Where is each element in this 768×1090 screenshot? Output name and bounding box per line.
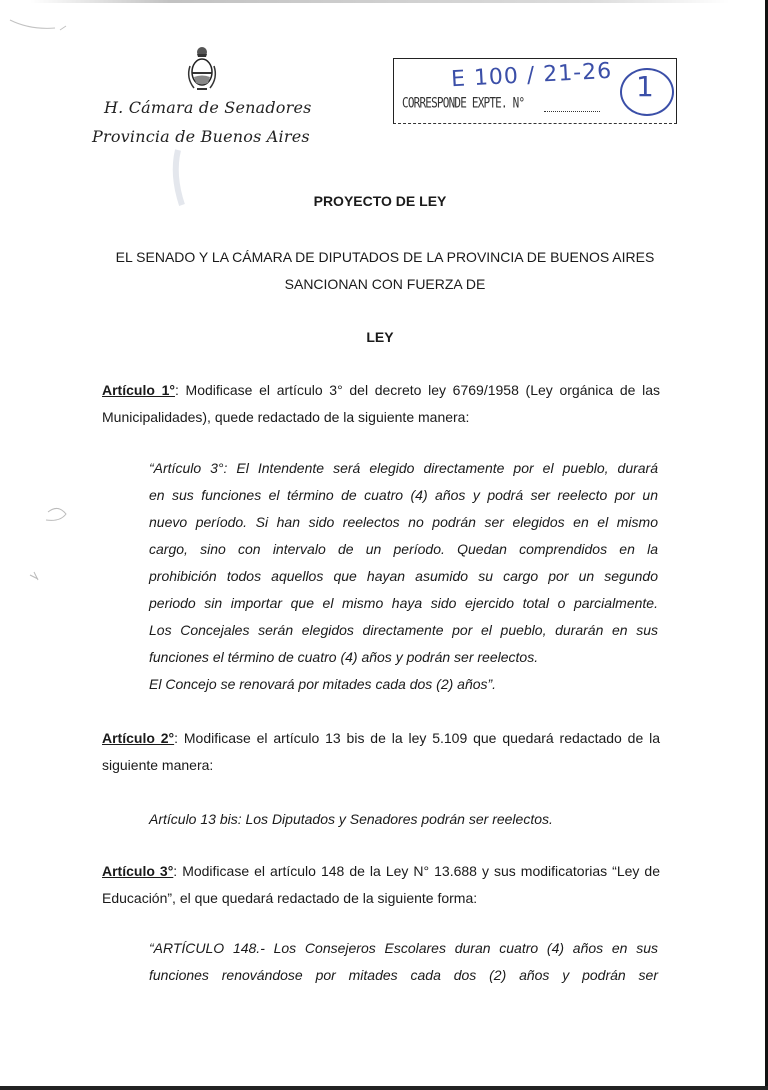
quote-line: periodo sin importar que el mismo haya sido ejercido total o parcialmente. bbox=[149, 595, 658, 611]
quote-line: cargo, sino con intervalo de un período. Quedan comprendidos en la bbox=[149, 541, 658, 557]
quote-line: funciones el término de cuatro (4) años y podrán ser reelectos. bbox=[149, 649, 539, 665]
handwritten-file-number: E 100 / 21-26 bbox=[450, 58, 613, 93]
article-2 bbox=[102, 725, 660, 779]
stamp-dotted-line bbox=[544, 111, 600, 112]
quote-line: El Concejo se renovará por mitades cada dos (2) años”. bbox=[149, 676, 497, 692]
article-3 bbox=[102, 858, 660, 912]
article-3-quote bbox=[149, 935, 658, 989]
article-2-label: Artículo 2° bbox=[102, 730, 175, 746]
quote-line: funciones renovándose por mitades cada dos (2) años y podrán ser bbox=[149, 967, 658, 983]
ley-heading: LEY bbox=[366, 329, 394, 345]
quote-line: “ARTÍCULO 148.- Los Consejeros Escolares duran cuatro (4) años en sus bbox=[149, 940, 658, 956]
quote-line: Artículo 13 bis: Los Diputados y Senadores podrán ser reelectos. bbox=[149, 811, 553, 827]
institution-name: H. Cámara de Senadores bbox=[104, 98, 312, 117]
document-title: PROYECTO DE LEY bbox=[313, 193, 447, 209]
stamp-label: CORRESPONDE EXPTE. N° bbox=[402, 95, 525, 112]
quote-line: “Artículo 3°: El Intendente será elegido directamente por el pueblo, durará bbox=[149, 460, 658, 476]
article-3-label: Artículo 3° bbox=[102, 863, 174, 879]
quote-line: en sus funciones el término de cuatro (4) años y podrá ser reelecto por un bbox=[149, 487, 658, 503]
article-1-label: Artículo 1° bbox=[102, 382, 175, 398]
handwritten-circled-number: 1 bbox=[636, 70, 654, 103]
article-3-text: : Modificase el artículo 148 de la Ley N° 13.688 y sus modificatorias “Ley de Educación”, el que quedará redactado de la siguiente forma: bbox=[102, 863, 660, 906]
quote-line: Los Concejales serán elegidos directamente por el pueblo, durarán en sus bbox=[149, 622, 658, 638]
enacting-preamble: EL SENADO Y LA CÁMARA DE DIPUTADOS DE LA PROVINCIA DE BUENOS AIRES SANCIONAN CON FUERZA DE bbox=[115, 249, 655, 292]
quote-line: nuevo período. Si han sido reelectos no podrán ser elegidos en el mismo bbox=[149, 514, 658, 530]
coat-of-arms-icon bbox=[185, 46, 219, 92]
article-1 bbox=[102, 377, 660, 431]
article-1-quote bbox=[149, 455, 658, 671]
quote-line: prohibición todos aquellos que hayan asumido su cargo por un segundo bbox=[149, 568, 658, 584]
article-2-text: : Modificase el artículo 13 bis de la ley 5.109 que quedará redactado de la siguiente manera: bbox=[102, 730, 660, 773]
article-1-text: : Modificase el artículo 3° del decreto ley 6769/1958 (Ley orgánica de las Municipalidades), quede redactado de la siguiente manera: bbox=[102, 382, 660, 425]
article-1-quote-last bbox=[149, 671, 658, 698]
institution-province: Provincia de Buenos Aires bbox=[92, 127, 310, 146]
article-2-quote bbox=[149, 806, 658, 833]
